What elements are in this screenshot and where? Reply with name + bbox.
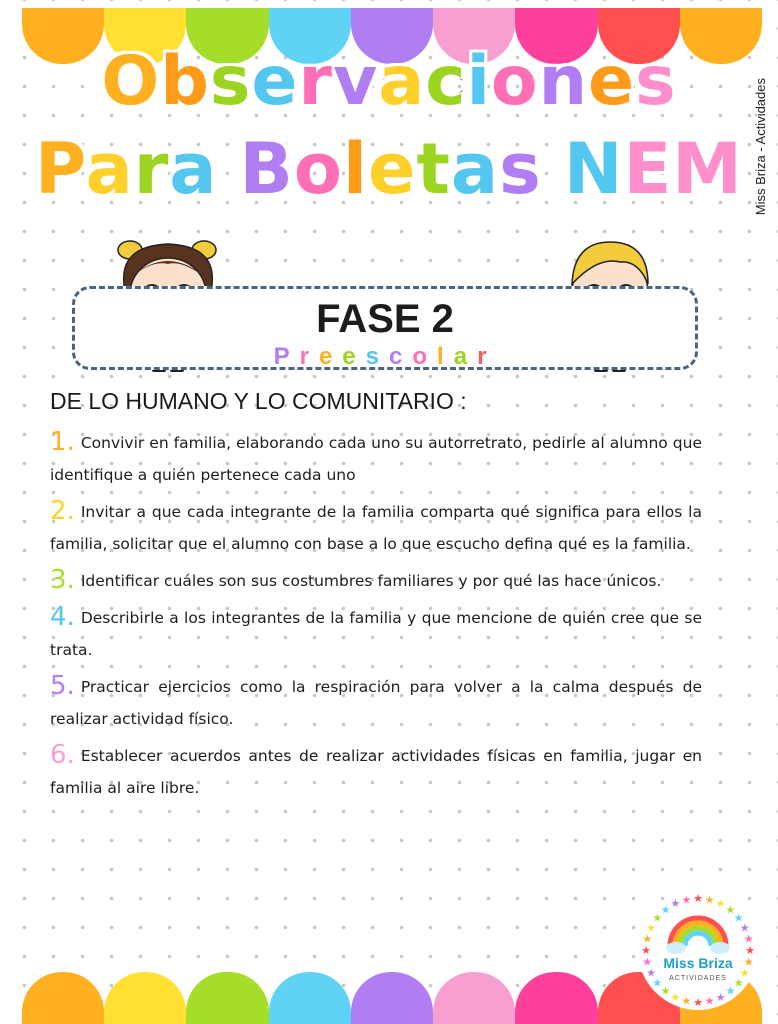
- scallop-segment: [351, 972, 433, 1024]
- title-letter: M: [672, 128, 743, 210]
- item-number: 5.: [50, 671, 75, 701]
- title-letter: P: [35, 128, 86, 210]
- title-letter: s: [499, 128, 542, 210]
- scallop-segment: [269, 972, 351, 1024]
- scallop-segment: [104, 972, 186, 1024]
- subtitle-letter: P: [273, 343, 300, 370]
- observation-item: [50, 739, 702, 804]
- phase-title: FASE 2: [316, 297, 454, 341]
- title-line-2: [0, 128, 778, 210]
- logo-star: ★: [660, 903, 671, 917]
- observation-item: [50, 495, 702, 560]
- logo-star: ★: [745, 944, 755, 957]
- logo-star: ★: [733, 911, 744, 925]
- logo-star: ★: [681, 893, 692, 907]
- logo-star: ★: [660, 984, 671, 998]
- logo-star: ★: [646, 921, 657, 935]
- logo-star: ★: [739, 966, 750, 980]
- scallop-segment: [515, 972, 597, 1024]
- logo-name: Miss Briza: [663, 955, 733, 971]
- title-letter: o: [490, 42, 539, 121]
- logo-star: ★: [715, 897, 726, 911]
- title-letter: E: [623, 128, 673, 210]
- logo-star: ★: [641, 944, 651, 957]
- item-text: Convivir en familia, elaborando cada uno su autorretrato, pedirle al alumno que identifique a quién pertenece cada uno: [50, 434, 702, 484]
- logo-star: ★: [642, 932, 653, 946]
- item-text: Practicar ejercicios como la respiración para volver a la calma después de realizar actividad físico.: [50, 678, 702, 728]
- logo-star: ★: [670, 897, 681, 911]
- logo-star: ★: [681, 994, 692, 1008]
- title-letter: t: [416, 128, 451, 210]
- title-letter: B: [239, 128, 294, 210]
- item-text: Invitar a que cada integrante de la familia comparta qué significa para ellos la familia, solicitar que el alumno con base a lo que escucho defina qué es la familia.: [50, 503, 702, 553]
- item-number: 1.: [50, 427, 75, 457]
- subtitle-letter: a: [453, 343, 478, 370]
- logo-star: ★: [646, 966, 657, 980]
- title-letter: e: [588, 42, 636, 121]
- item-number: 3.: [50, 565, 75, 595]
- logo-subtitle: ACTIVIDADES: [669, 975, 727, 982]
- observation-item: [50, 564, 702, 597]
- logo-star: ★: [670, 990, 681, 1004]
- logo-star: ★: [743, 932, 754, 946]
- title-letter: v: [333, 42, 379, 121]
- subtitle-letter: r: [299, 343, 319, 370]
- title-letter: O: [101, 42, 161, 121]
- title-letter: [218, 134, 240, 204]
- scallop-segment: [433, 972, 515, 1024]
- subtitle-letter: e: [342, 343, 366, 370]
- logo-star: ★: [733, 976, 744, 990]
- subtitle-letter: r: [477, 343, 497, 370]
- section-heading: DE LO HUMANO Y LO COMUNITARIO :: [50, 388, 467, 414]
- item-text: Identificar cuáles son sus costumbres familiares y por qué las hace únicos.: [80, 572, 662, 590]
- title-letter: s: [209, 42, 252, 121]
- title-letter: b: [160, 42, 210, 121]
- item-number: 4.: [50, 602, 75, 632]
- item-number: 2.: [50, 496, 75, 526]
- title-letter: e: [251, 42, 299, 121]
- logo-star: ★: [642, 955, 653, 969]
- logo-star: ★: [652, 911, 663, 925]
- subtitle-letter: o: [412, 343, 438, 370]
- phase-subtitle: [75, 343, 695, 371]
- item-number: 6.: [50, 740, 75, 770]
- observation-list: [50, 426, 702, 808]
- item-text: Establecer acuerdos antes de realizar actividades físicas en familia, jugar en familia al aire libre.: [50, 747, 702, 797]
- logo-star: ★: [739, 921, 750, 935]
- scallop-segment: [186, 972, 268, 1024]
- title-letter: a: [450, 128, 500, 210]
- logo-star: ★: [693, 892, 703, 905]
- title-letter: o: [293, 128, 343, 210]
- phase-box: [72, 286, 698, 370]
- logo-star: ★: [715, 990, 726, 1004]
- title-letter: a: [85, 128, 134, 210]
- logo-star: ★: [704, 893, 715, 907]
- subtitle-letter: l: [437, 343, 454, 370]
- observation-item: [50, 601, 702, 666]
- subtitle-letter: s: [365, 343, 390, 370]
- title-letter: a: [378, 42, 426, 121]
- title-letter: l: [342, 128, 368, 210]
- side-credit: Miss Briza - Actividades: [753, 78, 768, 216]
- observation-item: [50, 426, 702, 491]
- logo-star: ★: [704, 994, 715, 1008]
- scallop-segment: [22, 972, 104, 1024]
- title-letter: N: [563, 128, 624, 210]
- logo-star: ★: [725, 903, 736, 917]
- title-letter: i: [466, 42, 491, 121]
- title-letter: [542, 134, 564, 204]
- title-letter: s: [635, 42, 677, 121]
- logo-star: ★: [693, 996, 703, 1009]
- observation-item: [50, 670, 702, 735]
- logo-star: ★: [743, 955, 754, 969]
- title-letter: e: [367, 128, 417, 210]
- logo-star: ★: [725, 984, 736, 998]
- title-line-1: [0, 42, 778, 121]
- subtitle-letter: e: [318, 343, 343, 370]
- subtitle-letter: c: [389, 343, 413, 370]
- miss-briza-logo: [636, 888, 760, 1012]
- title-letter: n: [538, 42, 589, 121]
- title-letter: r: [133, 128, 170, 210]
- title-letter: a: [169, 128, 218, 210]
- title-letter: c: [425, 42, 467, 121]
- item-text: Describirle a los integrantes de la familia y que mencione de quién cree que se trata.: [50, 609, 702, 659]
- title-letter: r: [298, 42, 334, 121]
- logo-star: ★: [652, 976, 663, 990]
